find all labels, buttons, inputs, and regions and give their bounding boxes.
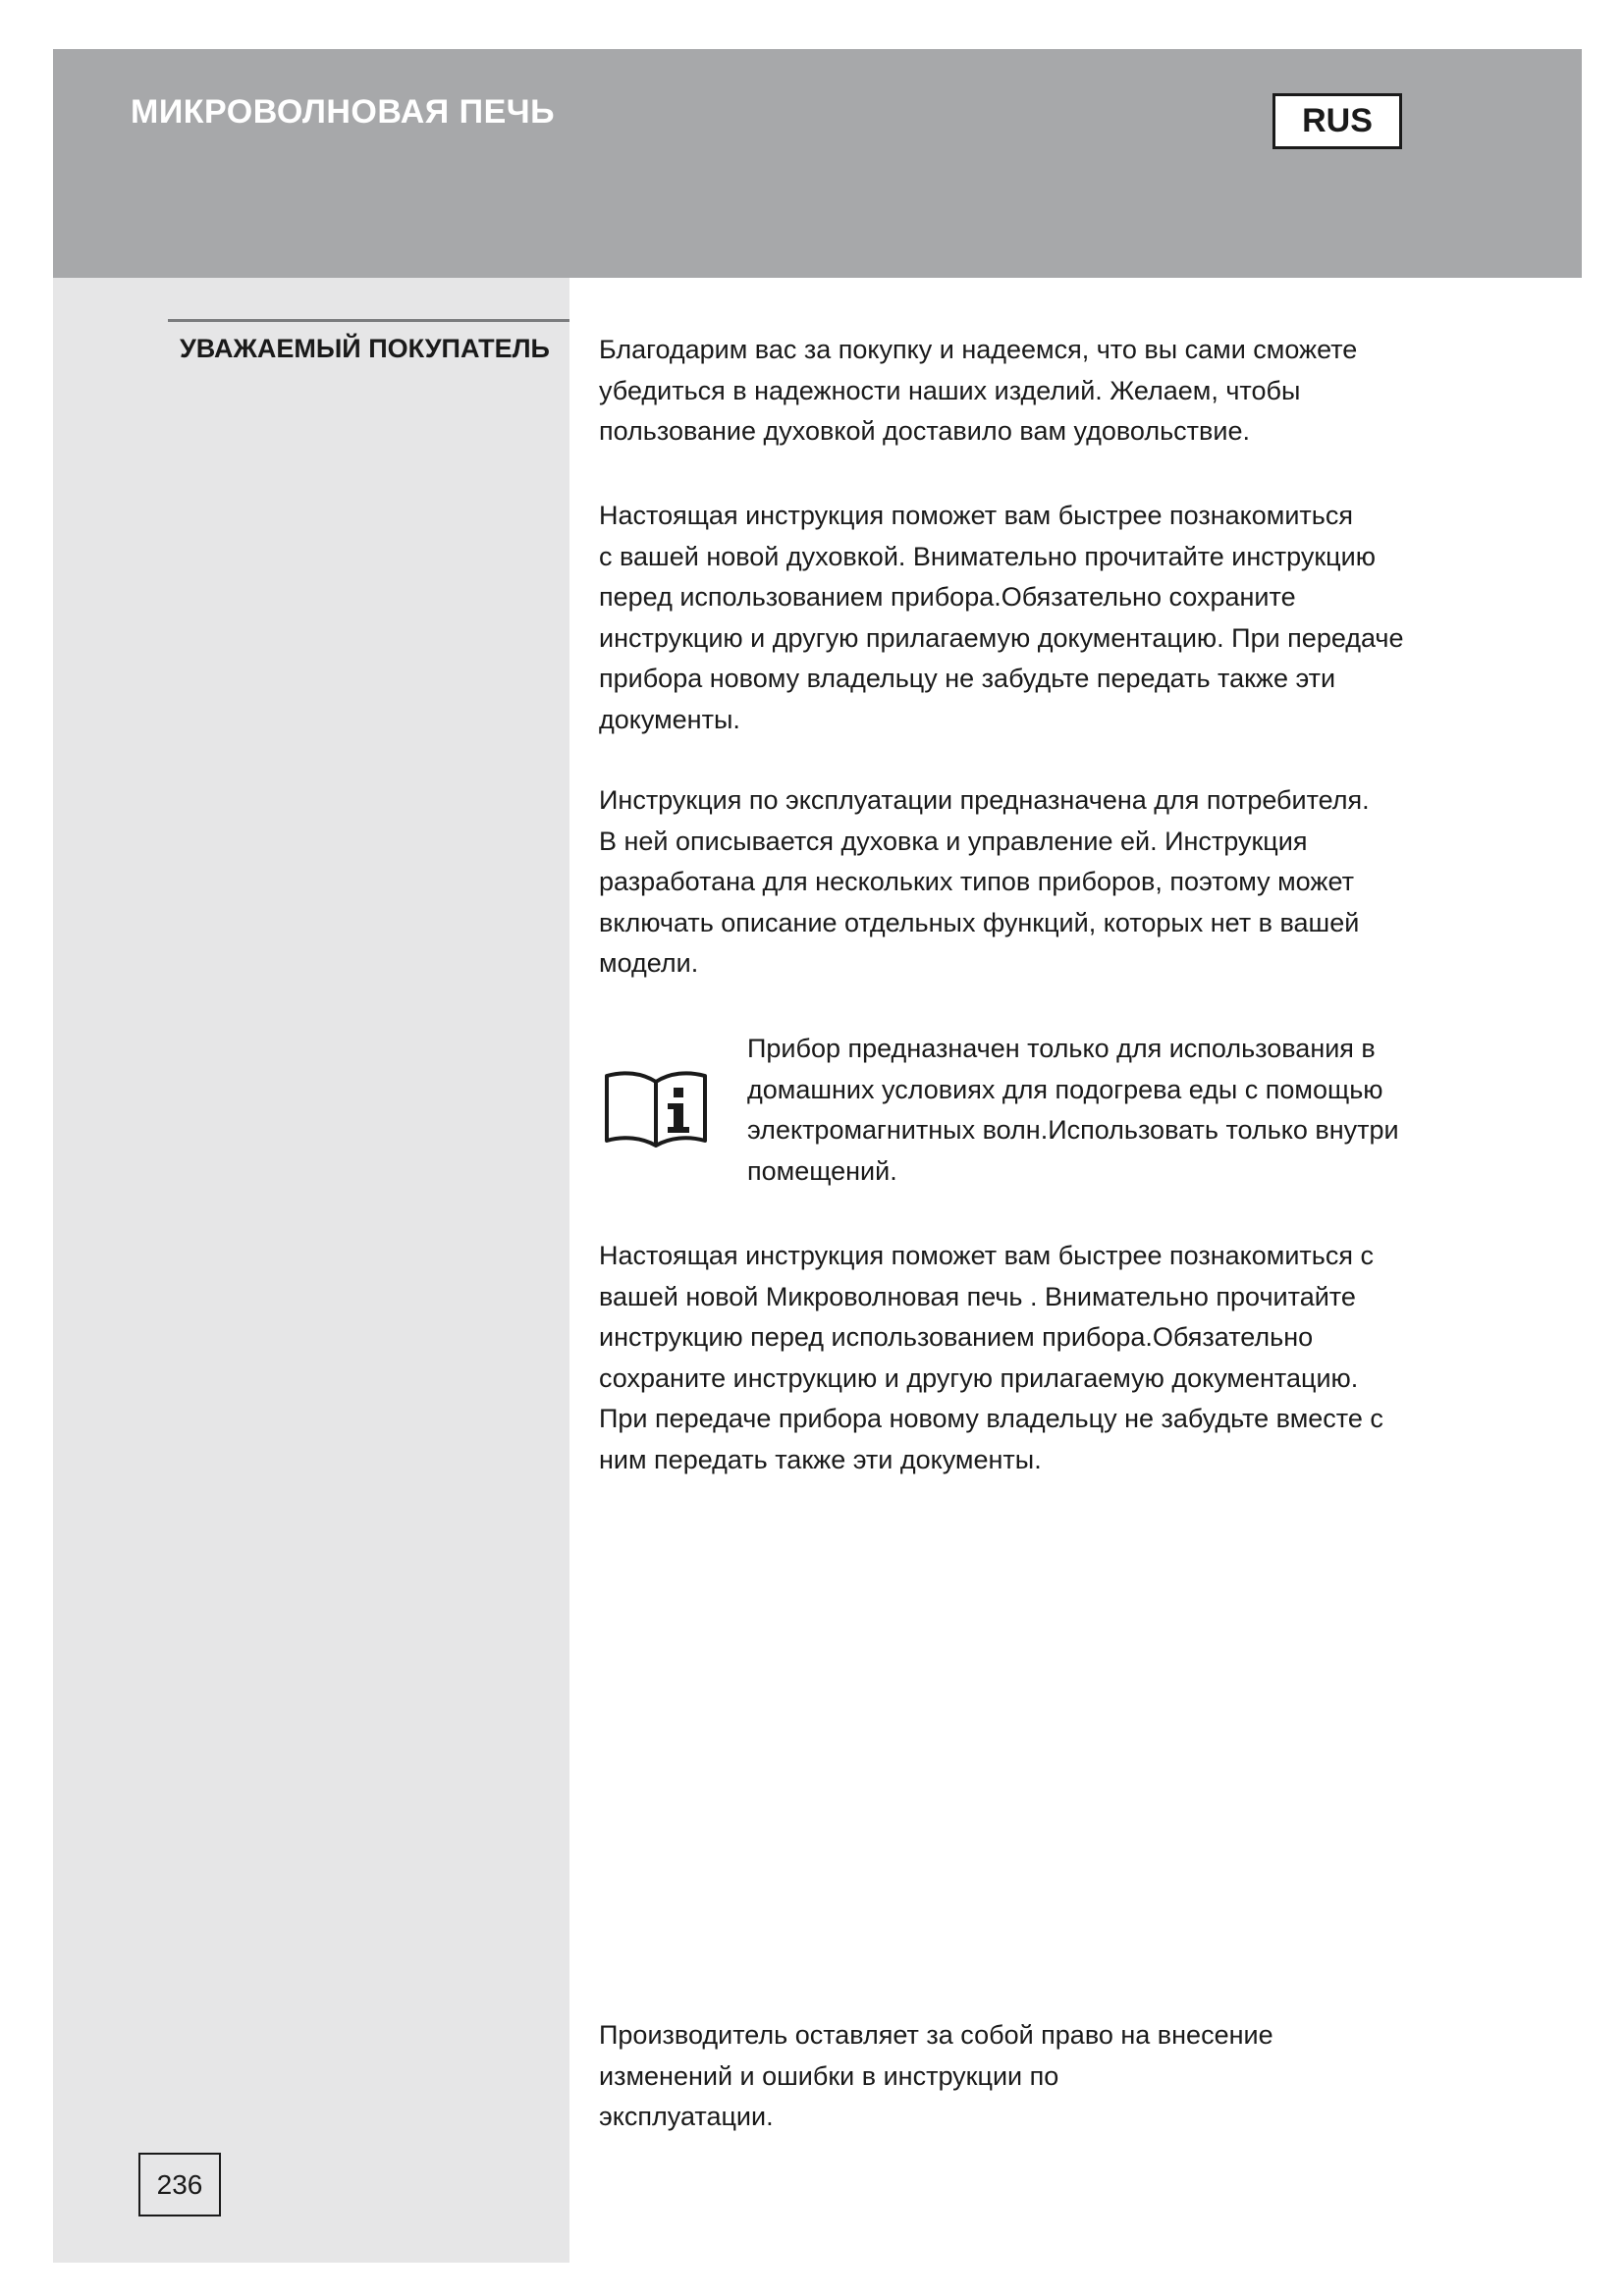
notice-text: Прибор предназначен только для использования в домашних условиях для подогрева еды с помощью электромагнитных волн.Использовать только внутри помещений. xyxy=(747,1034,1399,1186)
header-band xyxy=(53,49,1582,278)
page-number: 236 xyxy=(138,2153,221,2216)
disclaimer-paragraph: Производитель оставляет за собой право на внесение изменений и ошибки в инструкции по эксплуатации. xyxy=(599,2020,1273,2131)
manual-info-icon xyxy=(603,1068,709,1148)
section-divider xyxy=(168,319,569,322)
document-title: МИКРОВОЛНОВАЯ ПЕЧЬ xyxy=(131,93,556,131)
purpose-paragraph: Инструкция по эксплуатации предназначена для потребителя. В ней описывается духовка и управление ей. Инструкция разработана для нескольких типов приборов, поэтому может включать описание отдельных функций, которых нет в вашей модели. xyxy=(599,785,1370,978)
section-heading: УВАЖАЕМЫЙ ПОКУПАТЕЛЬ xyxy=(180,334,550,363)
language-badge: RUS xyxy=(1272,93,1402,149)
instructions-paragraph: Настоящая инструкция поможет вам быстрее познакомиться с вашей новой духовкой. Внимательно прочитайте инструкцию перед использованием прибора.Обязательно сохраните инструкцию и другую прилагаемую документацию. При передаче прибора новому владельцу не забудьте передать также эти документы. xyxy=(599,501,1404,734)
intro-paragraph: Благодарим вас за покупку и надеемся, что вы сами сможете убедиться в надежности наших изделий. Желаем, чтобы пользование духовкой доставило вам удовольствие. xyxy=(599,335,1358,446)
instructions-paragraph-2: Настоящая инструкция поможет вам быстрее познакомиться с вашей новой Микроволновая печь . Внимательно прочитайте инструкцию перед использованием прибора.Обязательно сохраните инструкцию и другую прилагаемую документацию. При передаче прибора новому владельцу не забудьте вместе с ним передать также эти документы. xyxy=(599,1241,1383,1474)
sidebar-column xyxy=(53,278,569,2263)
usage-notice xyxy=(599,1021,1581,1198)
